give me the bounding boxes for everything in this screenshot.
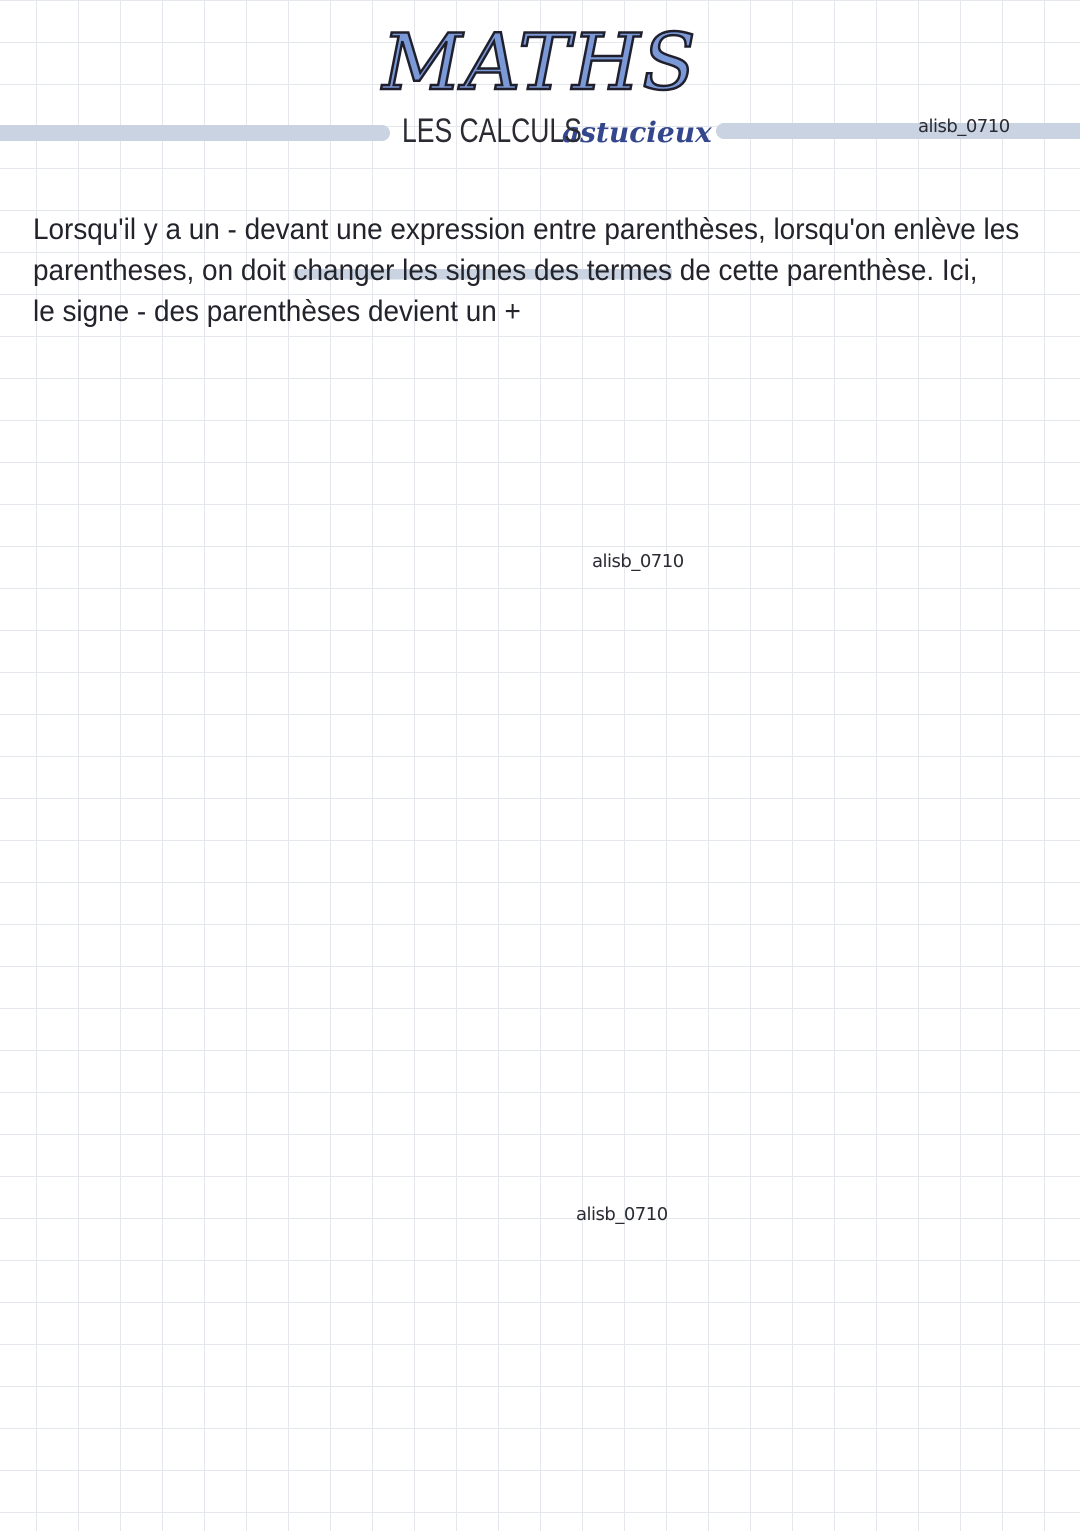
paragraph-line-1: Lorsqu'il y a un - devant une expression entre parenthèses, lorsqu'on enlève les xyxy=(33,213,1020,246)
watermark-middle: alisb_0710 xyxy=(592,551,684,572)
line-2-start: parentheses, on doit xyxy=(33,254,294,287)
highlighted-phrase: changer les signes des termes xyxy=(293,254,672,287)
watermark-top: alisb_0710 xyxy=(918,116,1010,137)
line-2-end: de cette parenthèse. Ici, xyxy=(671,254,978,287)
paragraph-line-2 xyxy=(33,250,978,291)
watermark-lower: alisb_0710 xyxy=(576,1204,668,1225)
page-subtitle xyxy=(402,112,712,158)
decorative-band-right xyxy=(716,123,1080,139)
decorative-band-left xyxy=(0,125,390,141)
paragraph-line-3: le signe - des parenthèses devient un + xyxy=(33,295,521,328)
page-title: MATHS xyxy=(382,18,698,108)
explanation-paragraph xyxy=(33,209,1033,332)
subtitle-script: astucieux xyxy=(562,116,712,149)
subtitle-main: LES CALCULS xyxy=(402,112,582,150)
